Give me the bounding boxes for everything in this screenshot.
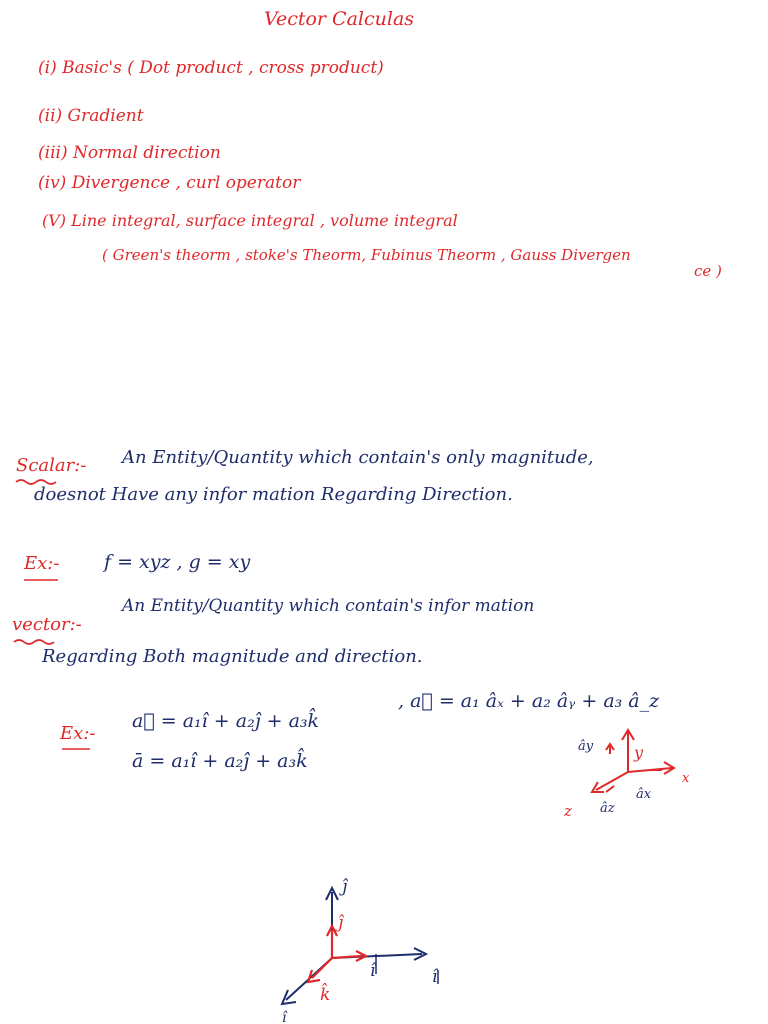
small-ay-label: ây [578, 739, 594, 754]
big-i-outer-label: î [432, 967, 438, 987]
small-az-label: âz [600, 801, 615, 816]
small-axes-diagram [592, 730, 674, 792]
scalar-example: f = xyz , g = xy [104, 551, 251, 573]
topic-item-3: (iii) Normal direction [38, 143, 221, 163]
big-bottom-label: î [282, 1010, 287, 1024]
vector-term: vector:- [12, 614, 82, 635]
scalar-underline-squiggle [16, 480, 56, 484]
vector-equation-2: ā = a₁î + a₂ĵ + a₃k̂ [132, 750, 308, 772]
vector-equation-3: , a⃗ = a₁ âₓ + a₂ âᵧ + a₃ â_z [398, 690, 660, 712]
vector-underline-squiggle [14, 640, 54, 644]
big-axes-diagram [282, 888, 438, 1004]
big-j-inner-label: ĵ [338, 913, 344, 933]
scalar-example-label: Ex:- [24, 553, 60, 574]
small-x-label: x [682, 771, 690, 786]
small-z-label: z [564, 802, 572, 820]
page-title: Vector Calculas [264, 8, 415, 30]
topic-item-2: (ii) Gradient [38, 106, 144, 126]
scalar-definition-line2: doesnot Have any infor mation Regarding Direction. [34, 484, 513, 505]
big-unit-vectors [308, 926, 366, 982]
small-y-label: y [634, 743, 644, 762]
small-ax-label: âx [636, 787, 652, 802]
big-k-unit-vector [312, 958, 332, 978]
topic-item-5: (V) Line integral, surface integral , volume integral [42, 211, 458, 230]
topic-item-6: ( Green's theorm , stoke's Theorm, Fubinus Theorm , Gauss Divergen [102, 246, 631, 264]
big-k-label: k̂ [320, 985, 331, 1005]
vector-example-label: Ex:- [60, 723, 96, 744]
vector-definition-line2: Regarding Both magnitude and direction. [42, 646, 423, 667]
scalar-definition-line1: An Entity/Quantity which contain's only magnitude, [122, 447, 594, 468]
vector-definition-line1: An Entity/Quantity which contain's infor mation [122, 596, 535, 616]
small-az-vector [606, 786, 614, 792]
big-i-inner-label: î [370, 961, 376, 981]
vector-equation-1: a⃗ = a₁î + a₂ĵ + a₃k̂ [132, 710, 320, 732]
scalar-term: Scalar:- [16, 455, 87, 476]
topic-item-6-cont: ce ) [694, 262, 722, 280]
topic-item-4: (iv) Divergence , curl operator [38, 173, 301, 193]
topic-item-1: (i) Basic's ( Dot product , cross product) [38, 58, 384, 78]
big-j-top-label: ĵ [342, 877, 348, 897]
